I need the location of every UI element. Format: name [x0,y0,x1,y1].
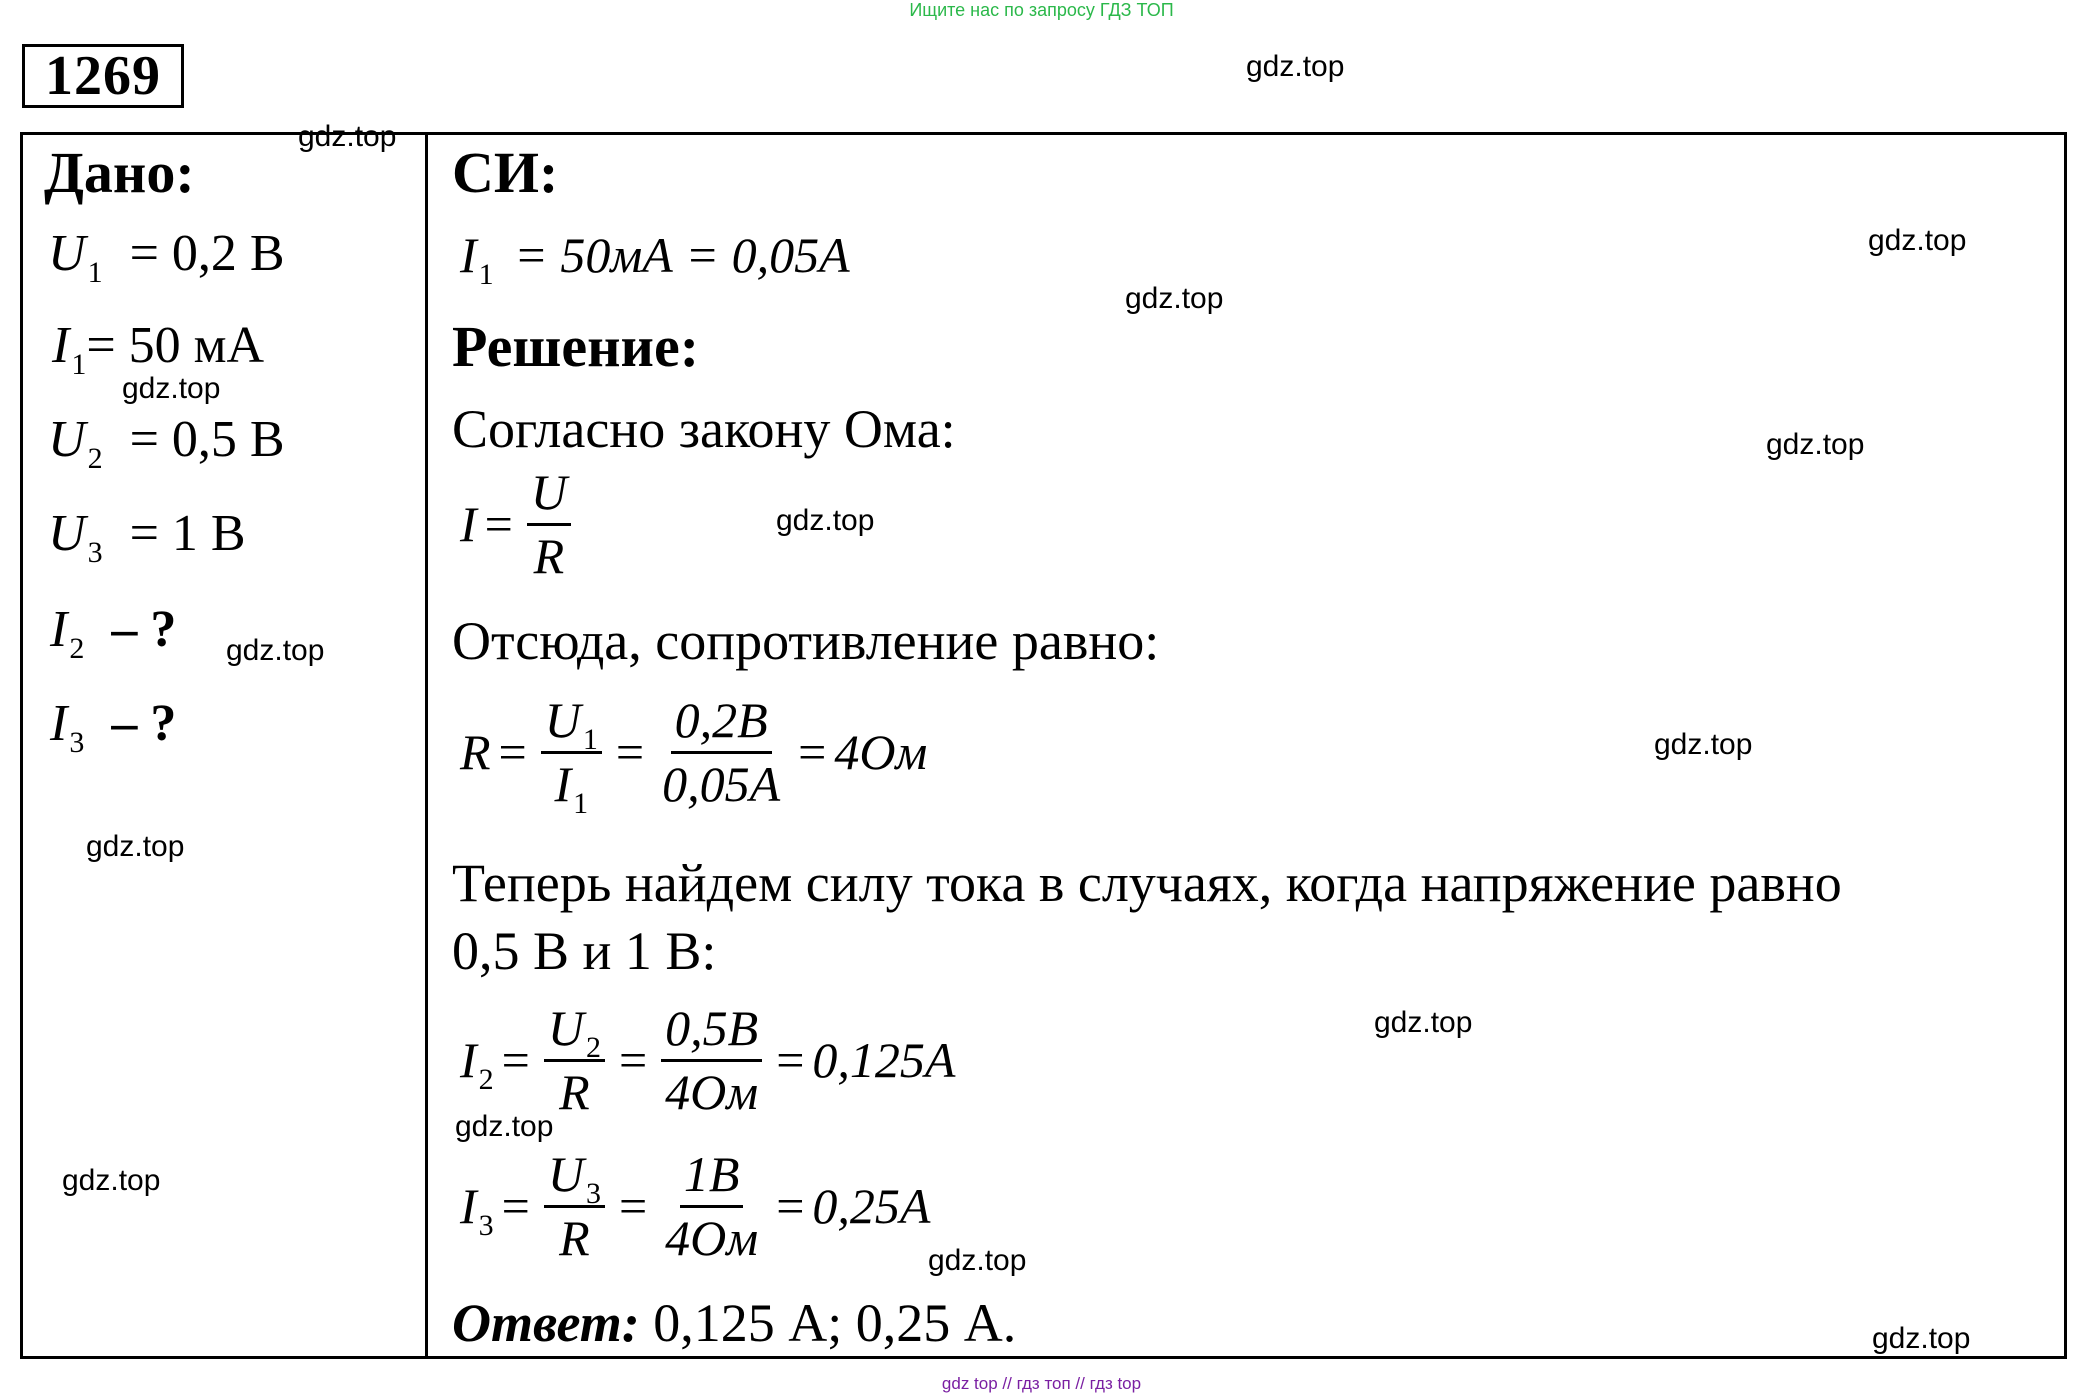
answer-line [452,1293,1017,1353]
column-divider [425,133,428,1357]
watermark: gdz.top [62,1164,161,1197]
watermark: gdz.top [122,372,221,405]
answer-value: 0,125 А; 0,25 А. [653,1293,1017,1353]
watermark: gdz.top [298,120,397,153]
given-u1: $U_1 = 0,2$ В [48,225,285,289]
watermark: gdz.top [1246,50,1345,83]
watermark: gdz.top [776,504,875,537]
current-text-line1: Теперь найдем силу тока в случаях, когда напряжение равно [452,853,1842,913]
watermark: gdz.top [455,1110,554,1143]
watermark: gdz.top [1125,282,1224,315]
given-u2: $U_2 = 0,5$ В [48,411,285,475]
problem-number: 1269 [22,44,184,108]
given-u3: $U_3 = 1$ В [48,505,246,569]
answer-label: Ответ: [452,1293,640,1353]
given-heading: Дано: [44,140,195,205]
watermark: gdz.top [1766,428,1865,461]
i2-formula: $I_2$ = $\frac{U_2}{R}$ = $\frac{0,5В}{4Ом}$ = 0,125А [460,1000,956,1120]
ohm-law-text: Согласно закону Ома: [452,399,956,459]
resistance-formula: R = $\frac{U_1}{I_1}$ = $\frac{0,2В}{0,05А}$ = 4Ом [460,692,928,820]
given-i2-unknown: $I_2$ – ? [50,601,177,665]
i3-formula: $I_3$ = $\frac{U_3}{R}$ = $\frac{1В}{4Ом}$ = 0,25А [460,1146,931,1266]
footer-links[interactable]: gdz top // гдз топ // гдз top [941,1374,1142,1393]
si-conversion: $I_1 = 50мА = 0,05А$ [460,227,850,291]
solution-heading: Решение: [452,314,700,379]
solution-frame [20,132,2067,1359]
watermark: gdz.top [226,634,325,667]
watermark: gdz.top [928,1244,1027,1277]
watermark: gdz.top [1868,224,1967,257]
ohm-fraction: $\frac{U}{R}$ [527,466,571,582]
watermark: gdz.top [1872,1322,1971,1355]
si-heading: СИ: [452,140,559,205]
watermark: gdz.top [86,830,185,863]
top-banner[interactable]: Ищите нас по запросу ГДЗ ТОП [909,0,1174,20]
watermark: gdz.top [1374,1006,1473,1039]
ohm-law-formula: I = $\frac{U}{R}$ [460,466,577,582]
watermark: gdz.top [1654,728,1753,761]
resistance-text: Отсюда, сопротивление равно: [452,611,1160,671]
given-i3-unknown: $I_3$ – ? [50,695,177,759]
given-i1: $I_1= 50$ мА [52,317,265,381]
current-text-line2: 0,5 В и 1 В: [452,921,717,981]
